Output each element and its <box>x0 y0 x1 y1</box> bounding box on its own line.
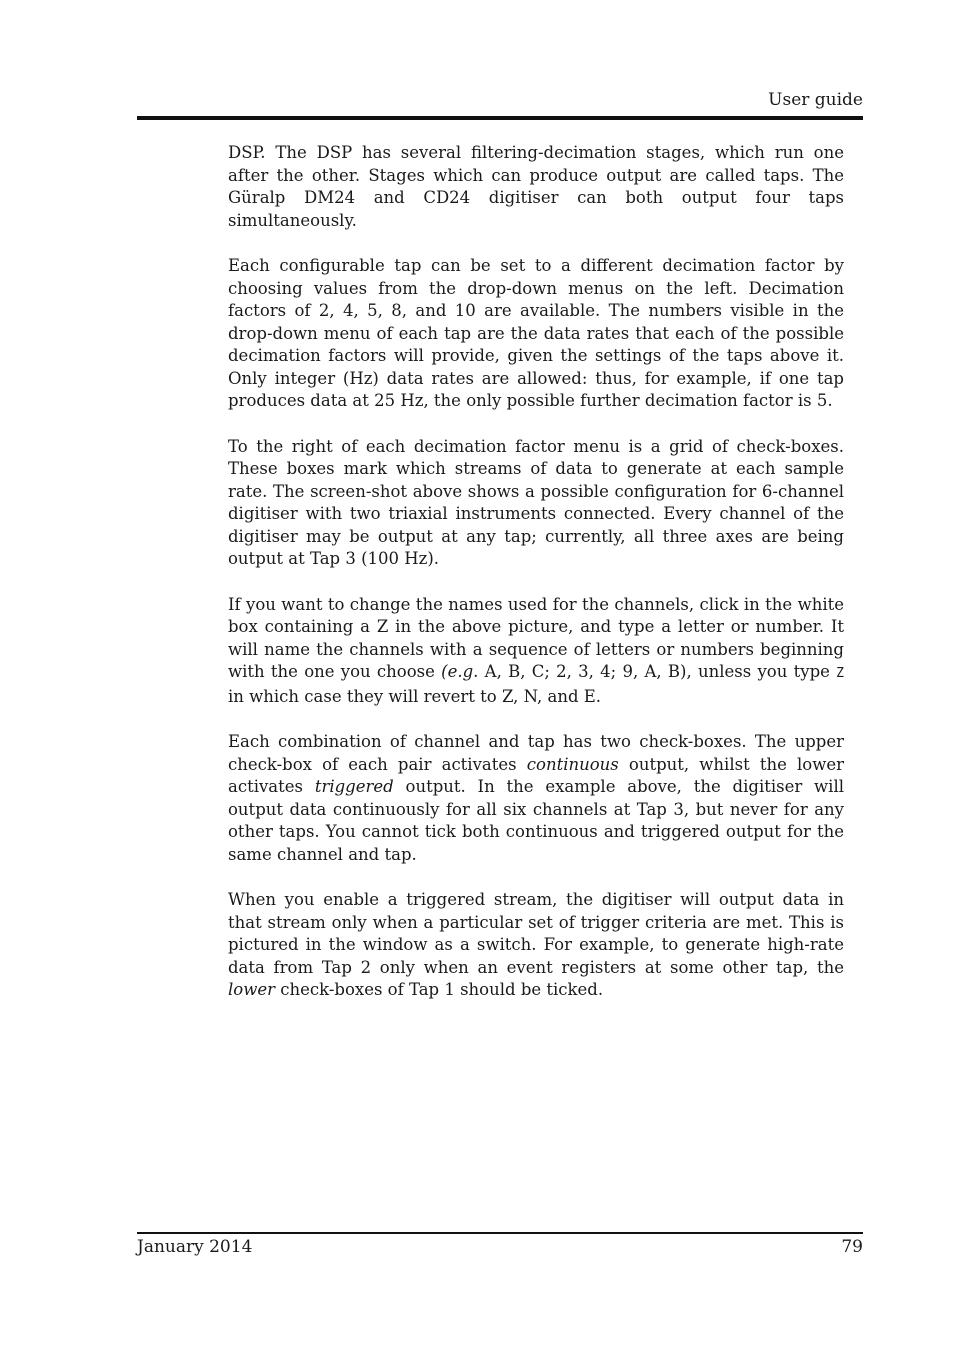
paragraph-5-part-a: Each combination of channel and tap has two check-boxes. The upper check-box of each pair activates <box>228 732 844 774</box>
paragraph-4 <box>228 594 844 709</box>
paragraph-5-em-triggered: triggered <box>314 777 394 796</box>
paragraph-5-part-b: output, whilst the lower activates <box>228 754 845 796</box>
footer-rule <box>137 1232 863 1234</box>
paragraph-6-part-b: check-boxes of Tap 1 should be ticked. <box>275 980 604 999</box>
paragraph-3: To the right of each decimation factor menu is a grid of check-boxes. These boxes mark which streams of data to generate at each sample rate. The screen-shot above shows a possible configuration for 6-channel digitiser with two triaxial instruments connected. Every channel of the digitiser may be output at any tap; currently, all three axes are being output at Tap 3 (100 Hz). <box>228 436 844 568</box>
paragraph-6-part-a: When you enable a triggered stream, the digitiser will output data in that stream only when a particular set of trigger criteria are met. This is pictured in the window as a switch. For example, to generate high-rate data from Tap 2 only when an event registers at some other tap, the <box>228 890 844 977</box>
paragraph-5 <box>228 731 844 866</box>
body-text <box>228 142 844 1025</box>
paragraph-4-part-a: If you want to change the names used for the channels, click in the white box containing a Z in the above picture, and type a letter or number. It will name the channels with a sequence of letters or numbers beginning with the one you choose <box>228 594 844 681</box>
paragraph-4-eg: (e.g. <box>441 662 479 681</box>
running-header: User guide <box>768 90 863 110</box>
paragraph-2: Each configurable tap can be set to a different decimation factor by choosing values from the drop-down menus on the left. Decimation factors of 2, 4, 5, 8, and 10 are available. The numbers visible in the drop-down menu of each tap are the data rates that each of the possible decimation factors will provide, given the settings of the taps above it. Only integer (Hz) data rates are allowed: thus, for example, if one tap produces data at 25 Hz, the only possible further decimation factor is 5. <box>228 256 844 410</box>
paragraph-4-part-c: in which case they will revert to Z, N, and E. <box>228 686 602 706</box>
page-number: 79 <box>841 1237 863 1257</box>
paragraph-1: DSP. The DSP has several filtering-decimation stages, which run one after the other. Stages which can produce output are called taps. The Güralp DM24 and CD24 digitiser can both output four taps simultaneously. <box>228 143 844 230</box>
paragraph-4-part-b: A, B, C; 2, 3, 4; 9, A, B), unless you type <box>478 662 837 681</box>
paragraph-5-part-c: output. In the example above, the digitiser will output data continuously for all six channels at Tap 3, but never for any other taps. You cannot tick both continuous and triggered output for the same channel and tap. <box>228 777 844 864</box>
header-rule <box>137 116 863 120</box>
paragraph-5-em-continuous: continuous <box>526 754 619 774</box>
paragraph-6 <box>228 889 844 1002</box>
footer-date: January 2014 <box>137 1237 253 1257</box>
paragraph-6-em-lower: lower <box>228 980 275 999</box>
paragraph-4-code: Z <box>836 666 844 681</box>
